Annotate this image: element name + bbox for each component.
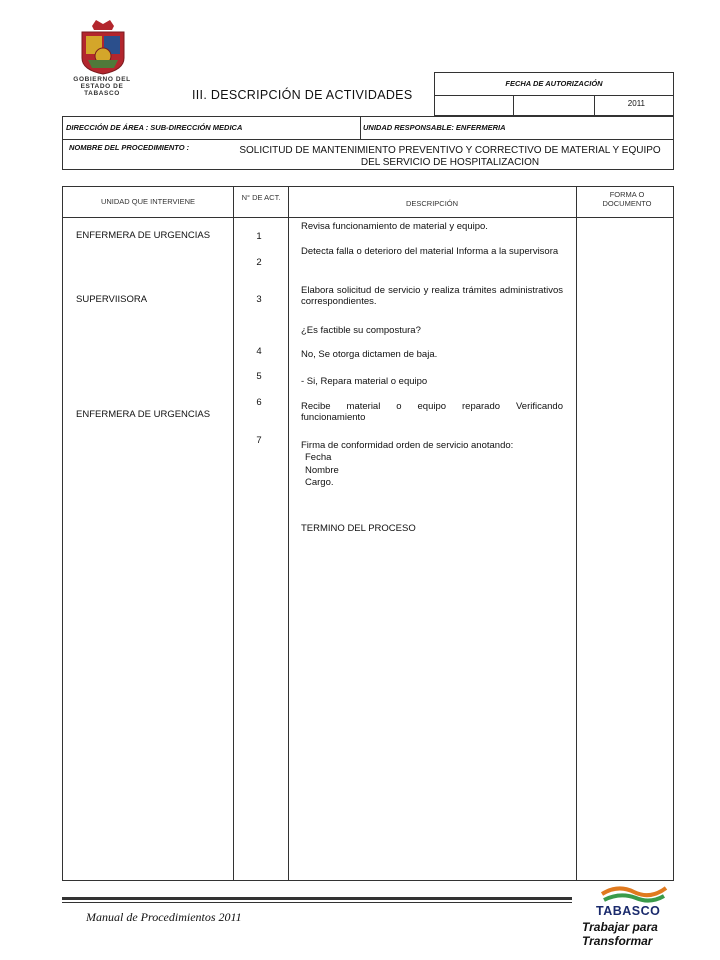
logo-text: GOBIERNO DEL ESTADO DE TABASCO bbox=[73, 76, 131, 97]
activity-number: 5 bbox=[256, 371, 262, 382]
state-crest-logo bbox=[74, 18, 132, 118]
description-text: Cargo. bbox=[305, 477, 334, 488]
col-divider bbox=[233, 187, 234, 880]
unidad-responsable-label: UNIDAD RESPONSABLE: ENFERMERIA bbox=[363, 123, 506, 132]
authorization-label: FECHA DE AUTORIZACIÓN bbox=[435, 73, 673, 96]
description-text: Recibe material o equipo reparado Verificando funcionamiento bbox=[301, 401, 563, 423]
activity-number: 3 bbox=[256, 294, 262, 305]
footer-rule bbox=[62, 902, 572, 903]
authorization-year: 2011 bbox=[627, 99, 645, 108]
procedure-row bbox=[62, 140, 674, 170]
header-forma: FORMA O DOCUMENTO bbox=[602, 190, 652, 208]
footer-rule bbox=[62, 897, 572, 900]
description-text: Elabora solicitud de servicio y realiza trámites administrativos correspondientes. bbox=[301, 285, 563, 307]
brand-name: TABASCO bbox=[596, 904, 661, 918]
activity-number: 1 bbox=[256, 231, 262, 242]
unit-cell: ENFERMERA DE URGENCIAS bbox=[76, 409, 211, 420]
unit-cell: SUPERVIISORA bbox=[76, 294, 148, 305]
header-divider bbox=[63, 217, 673, 218]
activity-number: 4 bbox=[256, 346, 262, 357]
activity-number: 7 bbox=[256, 435, 262, 446]
auth-month-cell bbox=[514, 95, 595, 116]
auth-day-cell bbox=[435, 95, 514, 116]
col-divider bbox=[288, 187, 289, 880]
procedure-title: SOLICITUD DE MANTENIMIENTO PREVENTIVO Y CORRECTIVO DE MATERIAL Y EQUIPO DEL SERVICIO DE HOSPITALIZACION bbox=[239, 145, 661, 168]
unit-cell: ENFERMERA DE URGENCIAS bbox=[76, 230, 211, 241]
activity-number: 2 bbox=[256, 257, 262, 268]
activity-number: 6 bbox=[256, 397, 262, 408]
col-divider bbox=[576, 187, 577, 880]
description-text: Revisa funcionamiento de material y equipo. bbox=[301, 221, 488, 232]
authorization-box bbox=[434, 72, 674, 116]
manual-footer: Manual de Procedimientos 2011 bbox=[86, 910, 242, 924]
header-unidad: UNIDAD QUE INTERVIENE bbox=[100, 197, 196, 206]
direccion-cell bbox=[63, 117, 361, 139]
description-text: ¿Es factible su compostura? bbox=[301, 325, 421, 336]
description-text: Nombre bbox=[305, 465, 339, 476]
activities-table bbox=[62, 186, 674, 881]
description-text: TERMINO DEL PROCESO bbox=[301, 523, 416, 534]
description-text: No, Se otorga dictamen de baja. bbox=[301, 349, 438, 360]
page-title: III. DESCRIPCIÓN DE ACTIVIDADES bbox=[192, 88, 413, 102]
brand-slogan: Trabajar para Transformar bbox=[582, 920, 658, 948]
area-row bbox=[62, 116, 674, 140]
description-text: Firma de conformidad orden de servicio anotando: bbox=[301, 440, 514, 451]
description-text: Fecha bbox=[305, 452, 332, 463]
description-text: Detecta falla o deterioro del material Informa a la supervisora bbox=[301, 246, 559, 257]
procedure-name-label: NOMBRE DEL PROCEDIMIENTO : bbox=[69, 143, 190, 152]
description-text: - Si, Repara material o equipo bbox=[301, 376, 428, 387]
direccion-label: DIRECCIÓN DE ÁREA : SUB-DIRECCIÓN MEDICA bbox=[66, 123, 243, 132]
header-num: N° DE ACT. bbox=[241, 193, 281, 202]
header-descripcion: DESCRIPCIÓN bbox=[405, 199, 459, 208]
